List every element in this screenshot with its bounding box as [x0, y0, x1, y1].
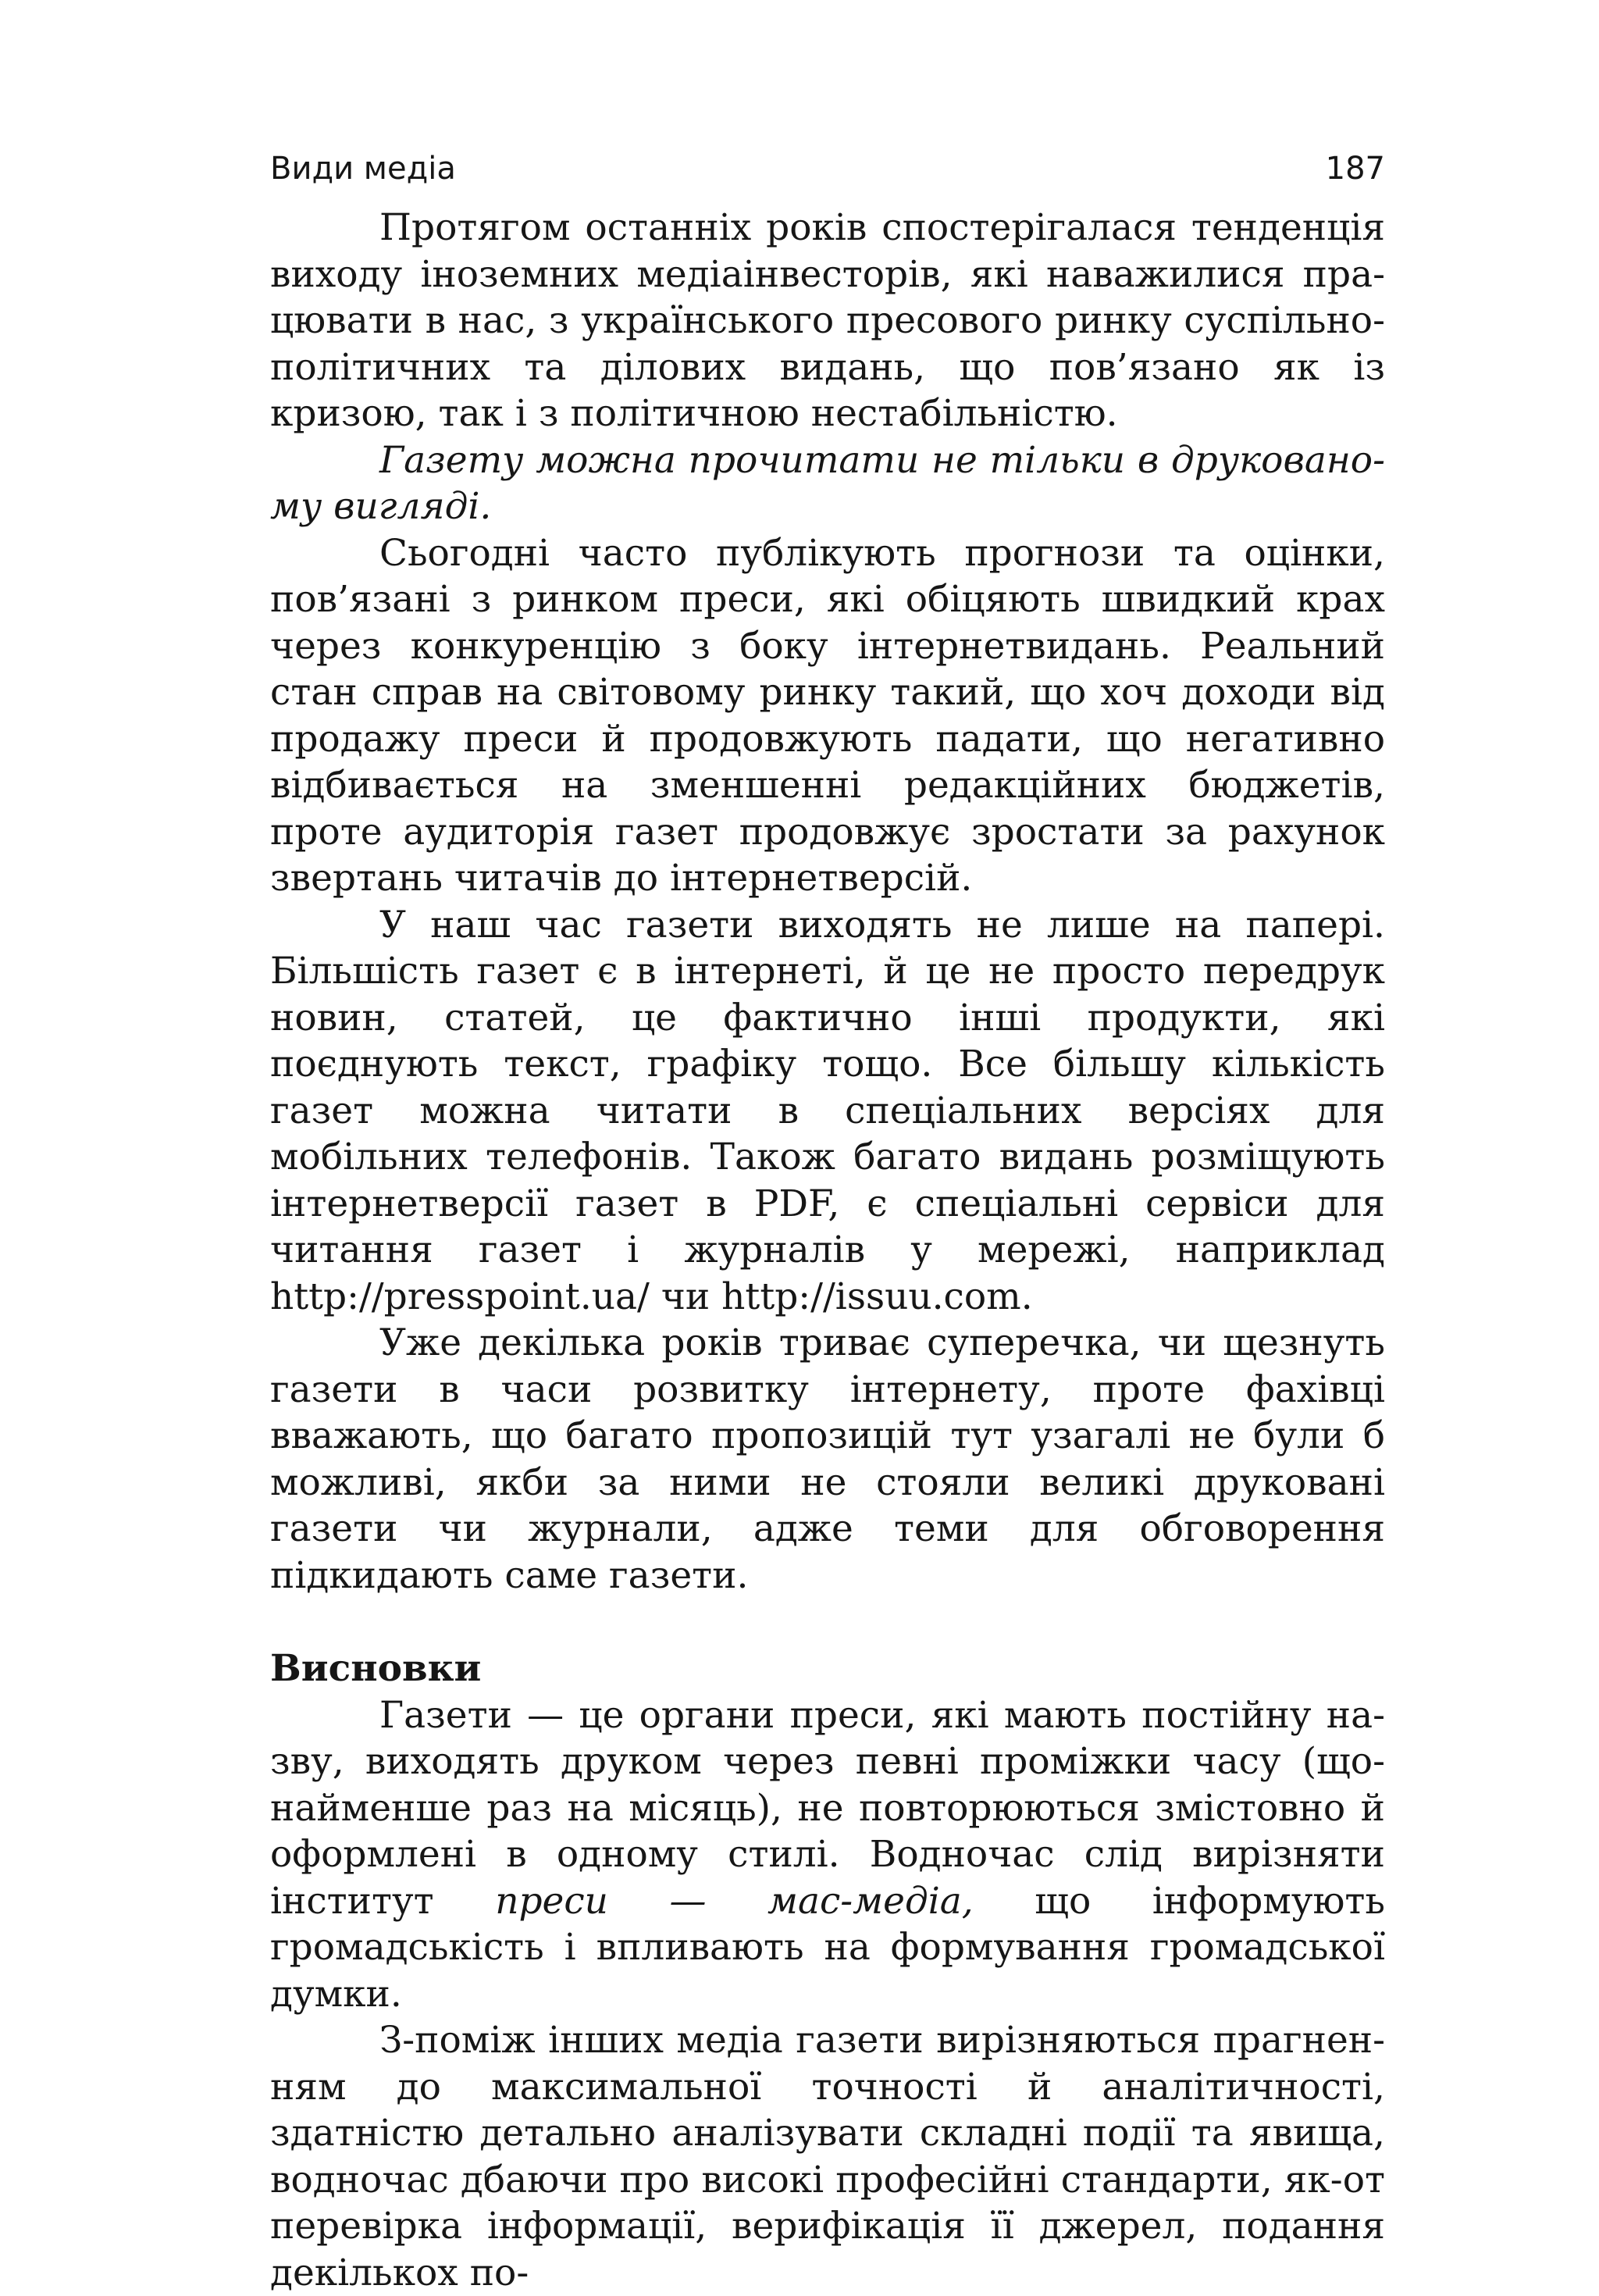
paragraph-online-newspapers: У наш час газети виходять не лише на папері. Більшість газет є в інтернеті, й це не просто передрук новин, статей, це фактично інші продукти, які поєднують текст, графіку тощо. Все більшу кількість газет можна читати в спеціальних версіях для мобільних телефонів. Також багато видань розміщують інтернетверсії газет в PDF, є спеціальні сервіси для читання газет і журналів у мережі, наприклад http://presspoint.ua/ чи http://issuu.com. — [270, 903, 1385, 1318]
running-head — [270, 145, 1385, 192]
page-number: 187 — [1325, 151, 1385, 187]
paragraph-read-not-only-print: Газету можна прочитати не тільки в друкованому вигляді. — [270, 438, 1385, 528]
definition-text-start: Газети — це органи преси, які мають постійну назву, виходять друком через певні проміжки часу (щонайменше раз на місяць), не повторюються змістовно й оформлені в одному стилі. Водночас слід вирізняти інститут — [270, 1693, 1385, 1923]
body-text — [270, 205, 1385, 2296]
definition-text-end: що інформують громадськість і впливають на формування громадської думки. — [270, 1879, 1385, 2016]
paragraph-forecasts: Сьогодні часто публікують прогнози та оцінки, пов’язані з ринком преси, які обіцяють швидкий крах через конкуренцію з боку інтернетвидань. Реальний стан справ на світовому ринку такий, що хоч доходи від продажу преси й продовжують падати, що негативно відбивається на зменшенні редакційних бюджетів, проте аудиторія газет продовжує зростати за рахунок звертань читачів до інтернетверсій. — [270, 531, 1385, 900]
running-title: Види медіа — [270, 151, 456, 187]
paragraph-accuracy: З-поміж інших медіа газети вирізняються прагненням до максимальної точності й аналітичності, здатністю детально аналізувати складні події та явища, водночас дбаючи про високі професійні стандарти, як-от перевірка інформації, верифікація її джерел, подання декількох по- — [270, 2019, 1385, 2294]
paragraph-definition — [270, 1692, 1385, 2018]
definition-italic-term: преси — мас-медіа, — [495, 1879, 974, 1923]
paragraph-debate: Уже декілька років триває суперечка, чи щезнуть газети в часи розвитку інтернету, проте фахівці вважають, що багато пропозицій тут узагалі не були б можливі, якби за ними не стояли великі друковані газети чи журнали, адже теми для обговорення підкидають саме газети. — [270, 1321, 1385, 1597]
section-heading-conclusions: Висновки — [270, 1647, 482, 1690]
paragraph-investors: Протягом останніх років спостерігалася тенденція виходу іноземних медіаінвесторів, які наважилися працювати в нас, з українського пресового ринку суспільнополітичних та ділових видань, що пов’язано як із кризою, так і з політичною нестабільністю. — [270, 206, 1385, 435]
